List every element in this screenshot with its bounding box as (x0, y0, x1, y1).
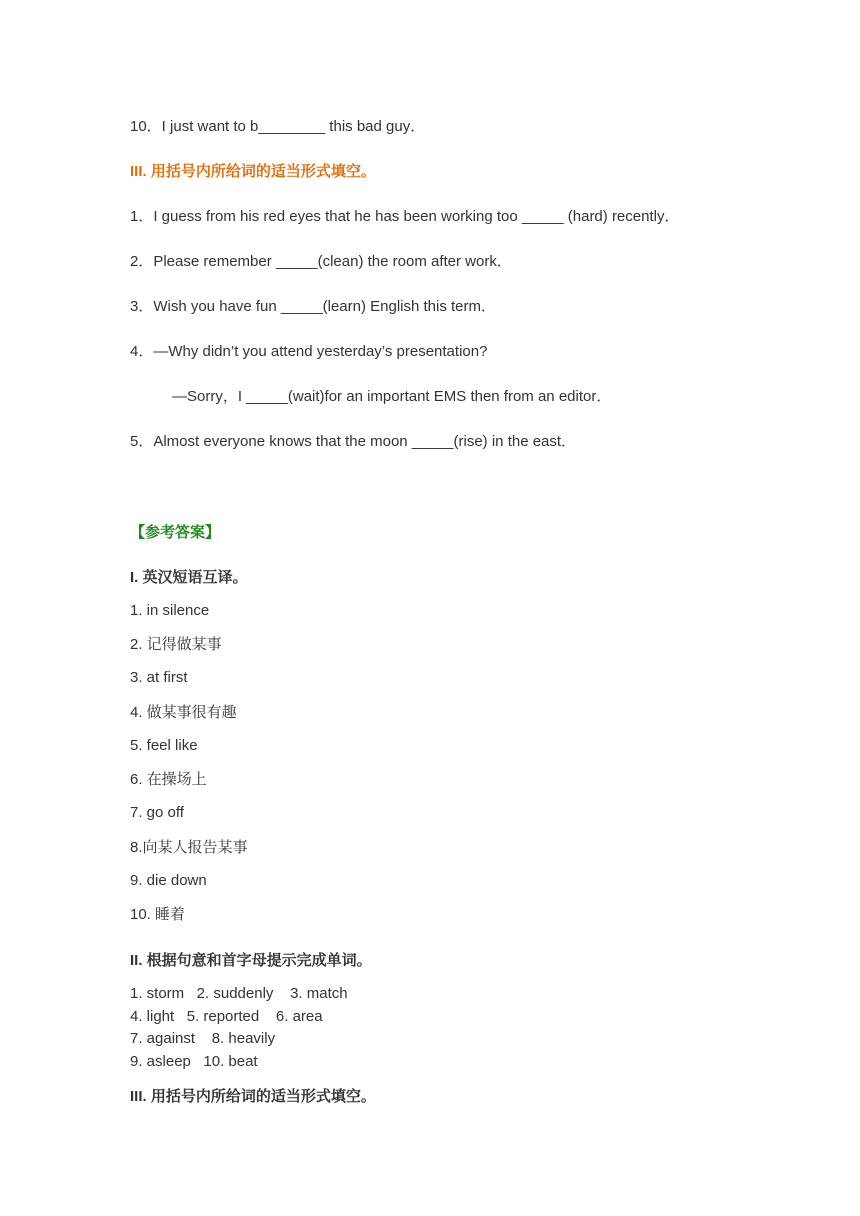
answer-1-7: 7. go off (130, 804, 184, 821)
section-3-question-4-reply: —Sorry，I _____(wait)for an important EMS then from an editor． (172, 388, 612, 405)
answer-1-9: 9. die down (130, 872, 207, 889)
answer-1-1: 1. in silence (130, 602, 210, 619)
answer-1-10: 10. 睡着 (130, 906, 186, 923)
answer-1-3: 3. at first (130, 669, 188, 686)
section-3-heading: III. 用括号内所给词的适当形式填空。 (130, 163, 376, 180)
answer-1-4: 4. 做某事很有趣 (130, 704, 237, 721)
answer-2-row-1: 1. storm 2. suddenly 3. match (130, 985, 348, 1002)
section-3-question-3: 3．Wish you have fun _____(learn) English this term． (130, 298, 497, 315)
answer-1-6: 6. 在操场上 (130, 771, 207, 788)
answers-part-3-heading: III. 用括号内所给词的适当形式填空。 (130, 1088, 376, 1105)
answer-2-row-4: 9. asleep 10. beat (130, 1053, 258, 1070)
section-3-question-1: 1．I guess from his red eyes that he has been working too _____ (hard) recently． (130, 208, 680, 225)
section-3-question-2: 2．Please remember _____(clean) the room after work． (130, 253, 512, 270)
answers-part-2-heading: II. 根据句意和首字母提示完成单词。 (130, 952, 372, 969)
section-3-question-4: 4．—Why didn’t you attend yesterday’s presentation? (130, 343, 488, 360)
answer-2-row-2: 4. light 5. reported 6. area (130, 1008, 323, 1025)
answers-part-1-heading: I. 英汉短语互译。 (130, 569, 248, 586)
answer-2-row-3: 7. against 8. heavily (130, 1030, 276, 1047)
question-10: 10．I just want to b________ this bad guy． (130, 118, 426, 135)
answer-1-5: 5. feel like (130, 737, 198, 754)
section-3-question-5: 5．Almost everyone knows that the moon _____(rise) in the east． (130, 433, 577, 450)
answer-1-8: 8.向某人报告某事 (130, 839, 248, 856)
answers-heading: 【参考答案】 (130, 524, 221, 541)
answer-1-2: 2. 记得做某事 (130, 636, 222, 653)
